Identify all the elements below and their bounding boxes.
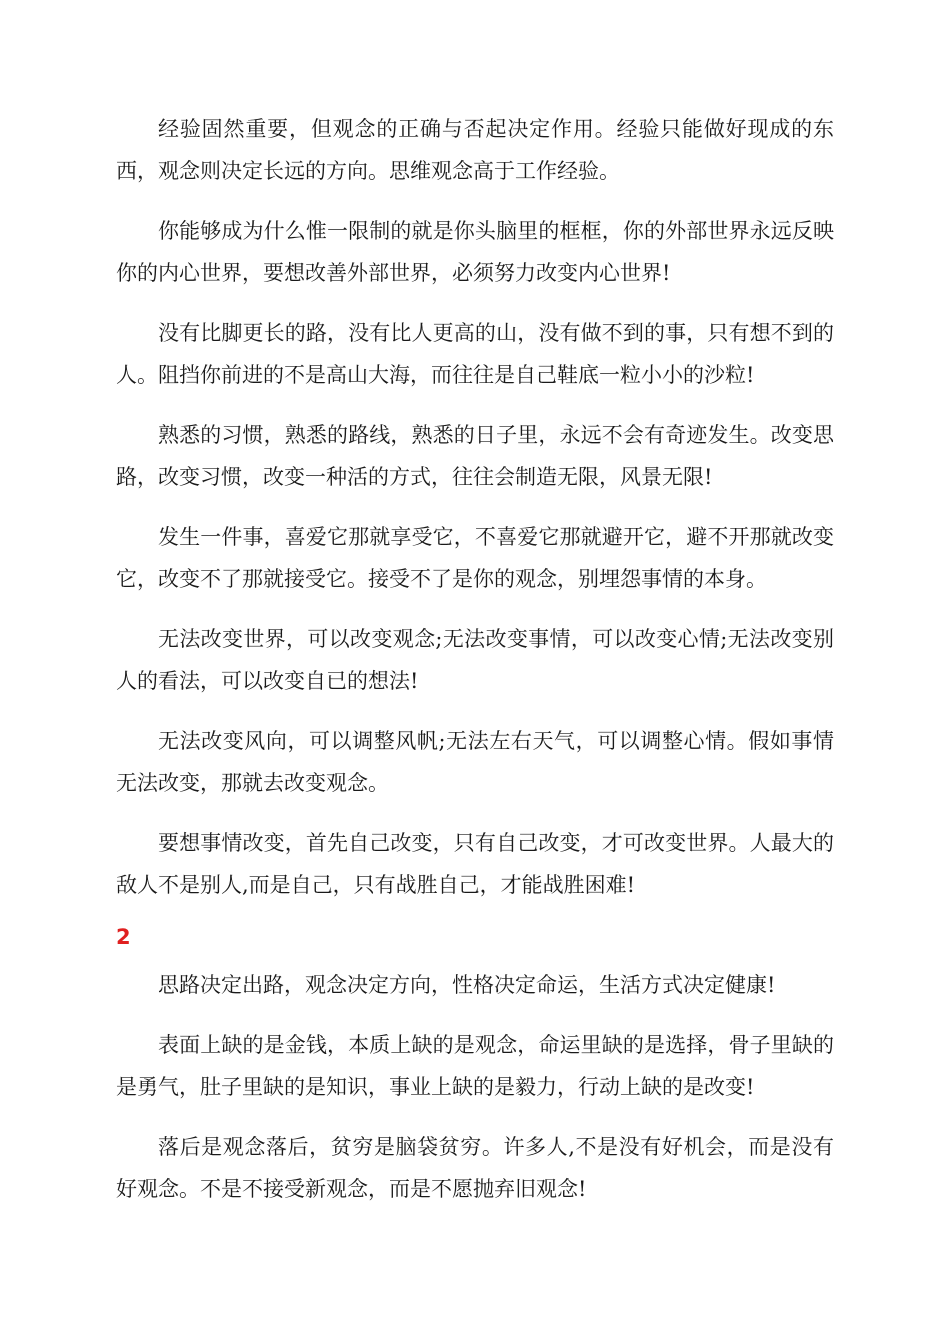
- paragraph: 你能够成为什么惟一限制的就是你头脑里的框框，你的外部世界永远反映你的内心世界，要想改善外部世界，必须努力改变内心世界!: [116, 219, 834, 285]
- paragraph: 无法改变风向，可以调整风帆;无法左右天气，可以调整心情。假如事情无法改变，那就去改变观念。: [116, 729, 834, 795]
- paragraph: 思路决定出路，观念决定方向，性格决定命运，生活方式决定健康!: [158, 973, 776, 997]
- paragraph: 没有比脚更长的路，没有比人更高的山，没有做不到的事，只有想不到的人。阻挡你前进的不是高山大海，而往往是自己鞋底一粒小小的沙粒!: [116, 321, 834, 387]
- paragraph: 表面上缺的是金钱，本质上缺的是观念，命运里缺的是选择，骨子里缺的是勇气，肚子里缺的是知识，事业上缺的是毅力，行动上缺的是改变!: [116, 1033, 834, 1099]
- section-number: 2: [116, 925, 131, 949]
- paragraph: 落后是观念落后，贫穷是脑袋贫穷。许多人,不是没有好机会，而是没有好观念。不是不接受新观念，而是不愿抛弃旧观念!: [116, 1135, 834, 1201]
- paragraph: 无法改变世界，可以改变观念;无法改变事情，可以改变心情;无法改变别人的看法，可以改变自已的想法!: [116, 627, 834, 693]
- paragraph: 经验固然重要，但观念的正确与否起决定作用。经验只能做好现成的东西，观念则决定长远的方向。思维观念高于工作经验。: [116, 117, 834, 183]
- paragraph: 发生一件事，喜爱它那就享受它，不喜爱它那就避开它，避不开那就改变它，改变不了那就接受它。接受不了是你的观念，别埋怨事情的本身。: [116, 525, 834, 591]
- document-page: [116, 108, 834, 1228]
- paragraph: 要想事情改变，首先自己改变，只有自己改变，才可改变世界。人最大的敌人不是别人,而是自己，只有战胜自己，才能战胜困难!: [116, 831, 834, 897]
- paragraph: 熟悉的习惯，熟悉的路线，熟悉的日子里，永远不会有奇迹发生。改变思路，改变习惯，改变一种活的方式，往往会制造无限，风景无限!: [116, 423, 834, 489]
